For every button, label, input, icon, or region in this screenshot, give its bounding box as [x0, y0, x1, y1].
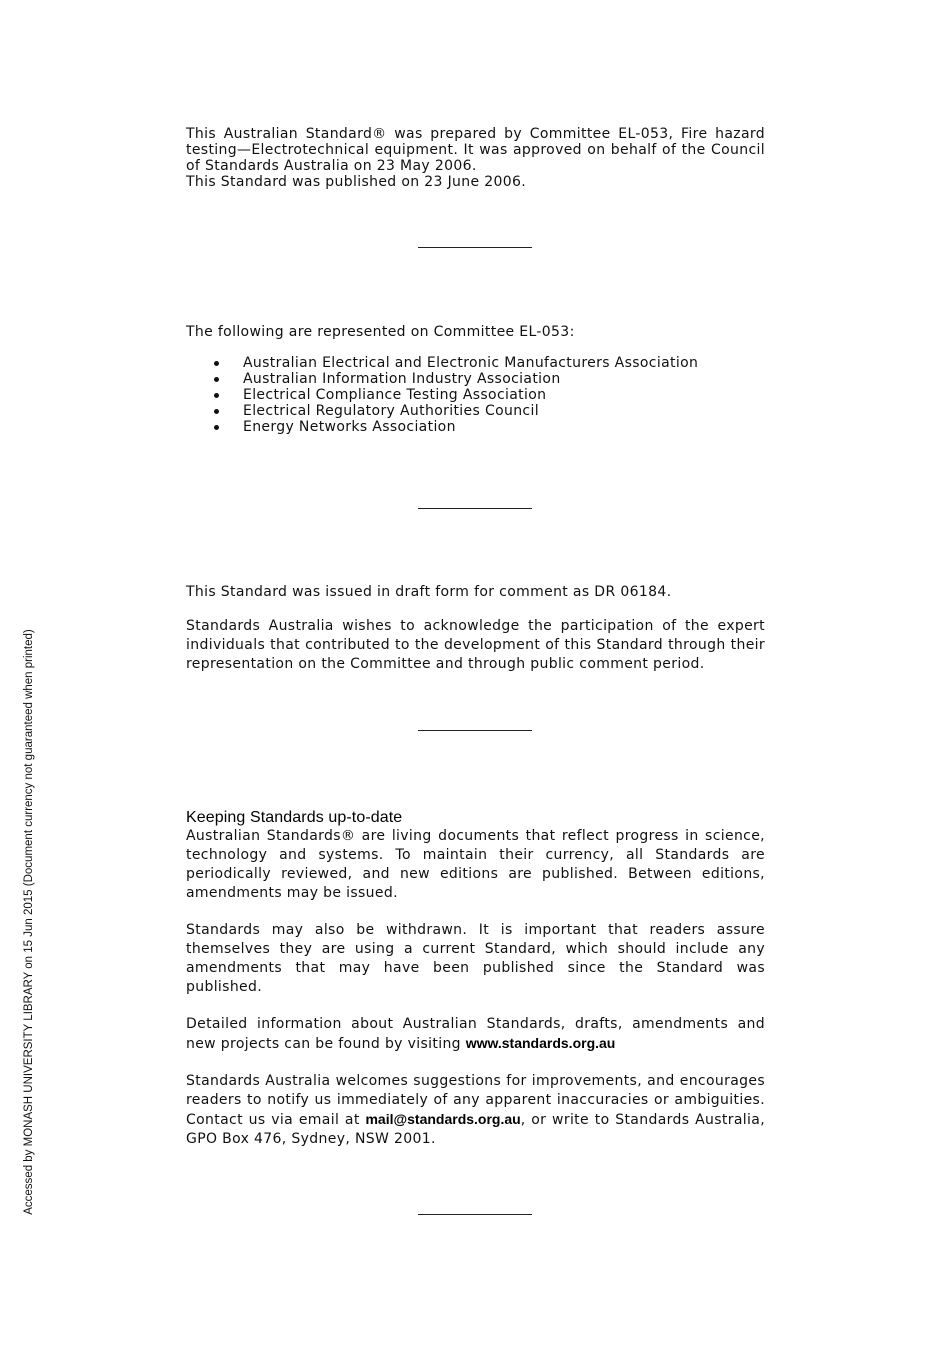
feedback-text-start: Standards Australia welcomes suggestions for improvements, and encourages readers to notify us immediately of any apparent inaccuracies or ambiguities. Contact us via email at	[186, 1073, 765, 1128]
list-item	[186, 419, 698, 435]
member-name: Electrical Regulatory Authorities Council	[243, 403, 539, 419]
member-name: Energy Networks Association	[243, 419, 456, 435]
member-name: Australian Information Industry Association	[243, 371, 561, 387]
bullet-icon	[214, 377, 219, 382]
access-note: Accessed by MONASH UNIVERSITY LIBRARY on 15 Jun 2015 (Document currency not guaranteed when printed)	[23, 629, 35, 1215]
list-item	[186, 371, 698, 387]
bullet-icon	[214, 409, 219, 414]
preparation-line-4: This Standard was published on 23 June 2006.	[186, 174, 527, 190]
preparation-block	[186, 126, 765, 190]
feedback-text-end: , or write to Standards Australia, GPO Box 476, Sydney, NSW 2001.	[186, 1112, 765, 1147]
committee-intro	[186, 323, 765, 341]
keeping-standards-section	[186, 808, 765, 1149]
section-divider	[418, 247, 532, 248]
member-name: Australian Electrical and Electronic Manufacturers Association	[243, 355, 699, 371]
withdrawn-paragraph: Standards may also be withdrawn. It is important that readers assure themselves they are using a current Standard, which should include any amendments that may have been published since the Standard was published.	[186, 922, 765, 995]
acknowledgement-text: Standards Australia wishes to acknowledge the participation of the expert individuals that contributed to the development of this Standard through their representation on the Committee and through public comment period.	[186, 618, 765, 672]
draft-block	[186, 583, 765, 674]
more-information-text: Detailed information about Australian Standards, drafts, amendments and new projects can be found by visiting	[186, 1016, 765, 1052]
living-documents-paragraph: Australian Standards® are living documents that reflect progress in science, technology and systems. To maintain their currency, all Standards are periodically reviewed, and new editions are published. Between editions, amendments may be issued.	[186, 828, 765, 901]
bullet-icon	[214, 393, 219, 398]
website-link[interactable]: www.standards.org.au	[465, 1035, 616, 1051]
preparation-line-1: This Australian Standard® was prepared by Committee EL-053, Fire hazard	[186, 126, 765, 142]
bullet-icon	[214, 425, 219, 430]
preparation-line-3: of Standards Australia on 23 May 2006.	[186, 158, 477, 174]
feedback-paragraph	[186, 1072, 765, 1149]
list-item	[186, 355, 698, 371]
committee-members-list	[186, 355, 698, 435]
list-item	[186, 403, 698, 419]
preparation-line-2: testing—Electrotechnical equipment. It was approved on behalf of the Council	[186, 142, 765, 158]
bullet-icon	[214, 361, 219, 366]
email-link[interactable]: mail@standards.org.au	[365, 1111, 521, 1127]
committee-intro-text: The following are represented on Committee EL-053:	[186, 324, 575, 340]
more-information-paragraph	[186, 1015, 765, 1054]
list-item	[186, 387, 698, 403]
section-heading: Keeping Standards up-to-date	[186, 809, 403, 826]
draft-issued-text: This Standard was issued in draft form for comment as DR 06184.	[186, 584, 672, 600]
section-divider	[418, 730, 532, 731]
section-divider	[418, 1214, 532, 1215]
section-divider	[418, 508, 532, 509]
member-name: Electrical Compliance Testing Association	[243, 387, 547, 403]
